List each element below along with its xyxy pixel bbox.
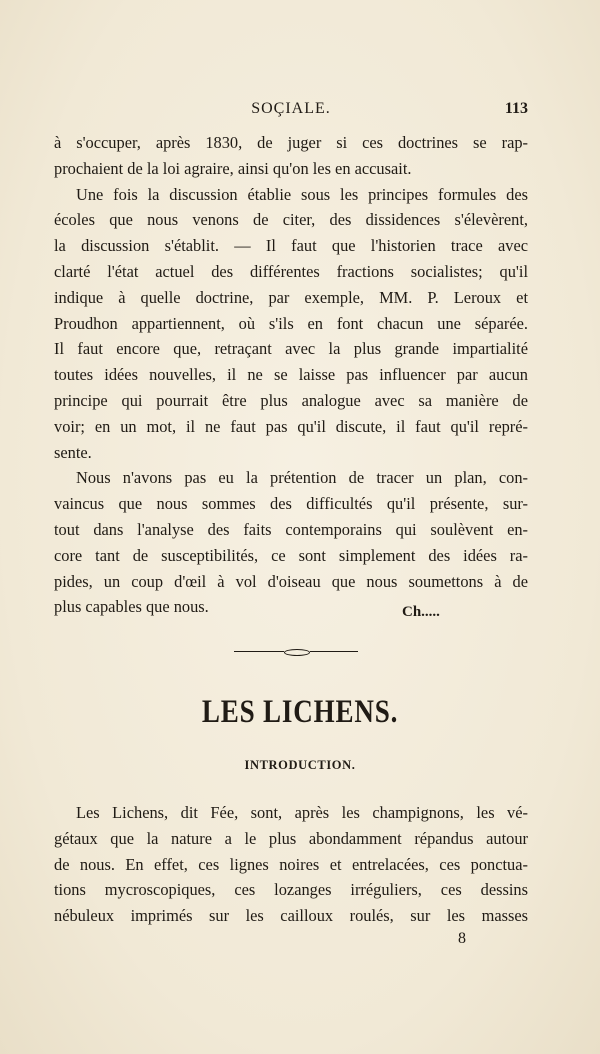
text-line: Proudhon appartiennent, où s'ils en font chacun une séparée. [54, 313, 528, 333]
section-2-text [54, 800, 528, 929]
text-line: de nous. En effet, ces lignes noires et entrelacées, ces ponctua- [54, 854, 528, 874]
text-line: à s'occuper, après 1830, de juger si ces doctrines se rap- [54, 133, 528, 152]
chapter-subtitle: INTRODUCTION. [244, 758, 356, 772]
text-line: voir; en un mot, il ne faut pas qu'il discute, il faut qu'il repré- [54, 416, 528, 436]
text-line: nébuleux imprimés sur les cailloux roulés, sur les masses [54, 906, 528, 926]
running-title: SOÇIALE. [251, 100, 331, 117]
ornamental-divider [234, 649, 358, 655]
author-signature: Ch..... [402, 604, 440, 620]
text-line: Les Lichens, dit Fée, sont, après les champignons, les vé- [76, 803, 528, 822]
text-line: gétaux que la nature a le plus abondamment répandus autour [54, 828, 528, 848]
page-header [54, 100, 528, 124]
page-number-top: 113 [504, 100, 528, 117]
chapter-title: LES LICHENS. [201, 694, 399, 730]
text-line: Une fois la discussion établie sous les principes formules des [76, 184, 528, 204]
signature-mark: 8 [458, 930, 466, 947]
text-line: prochaient de la loi agraire, ainsi qu'on les en accusait. [54, 158, 412, 178]
text-line: pides, un coup d'œil à vol d'oiseau que nous soumettons à de [54, 571, 528, 591]
section-1-text [54, 130, 528, 620]
text-line: tout dans l'analyse des faits contemporains qui soulèvent en- [54, 519, 528, 539]
text-line: Il faut encore que, retraçant avec la plus grande impartialité [54, 339, 528, 359]
text-line: écoles que nous venons de citer, des dissidences s'élevèrent, [54, 210, 528, 230]
text-line: plus capables que nous. [54, 597, 209, 617]
text-line: principe qui pourrait être plus analogue avec sa manière de [54, 390, 528, 410]
text-line: sente. [54, 442, 92, 462]
text-line: tions mycroscopiques, ces lozanges irréguliers, ces dessins [54, 880, 528, 900]
text-line: toutes idées nouvelles, il ne se laisse pas influencer par aucun [54, 365, 528, 385]
text-line: vaincus que nous sommes des difficultés qu'il présente, sur- [54, 494, 528, 514]
text-line: clarté l'état actuel des différentes fractions socialistes; qu'il [54, 261, 528, 281]
text-line: indique à quelle doctrine, par exemple, MM. P. Leroux et [54, 287, 528, 307]
text-line: la discussion s'établit. — Il faut que l'historien trace avec [54, 236, 528, 256]
text-line: Nous n'avons pas eu la prétention de tracer un plan, con- [76, 468, 528, 488]
text-line: core tant de susceptibilités, ce sont simplement des idées ra- [54, 545, 528, 565]
